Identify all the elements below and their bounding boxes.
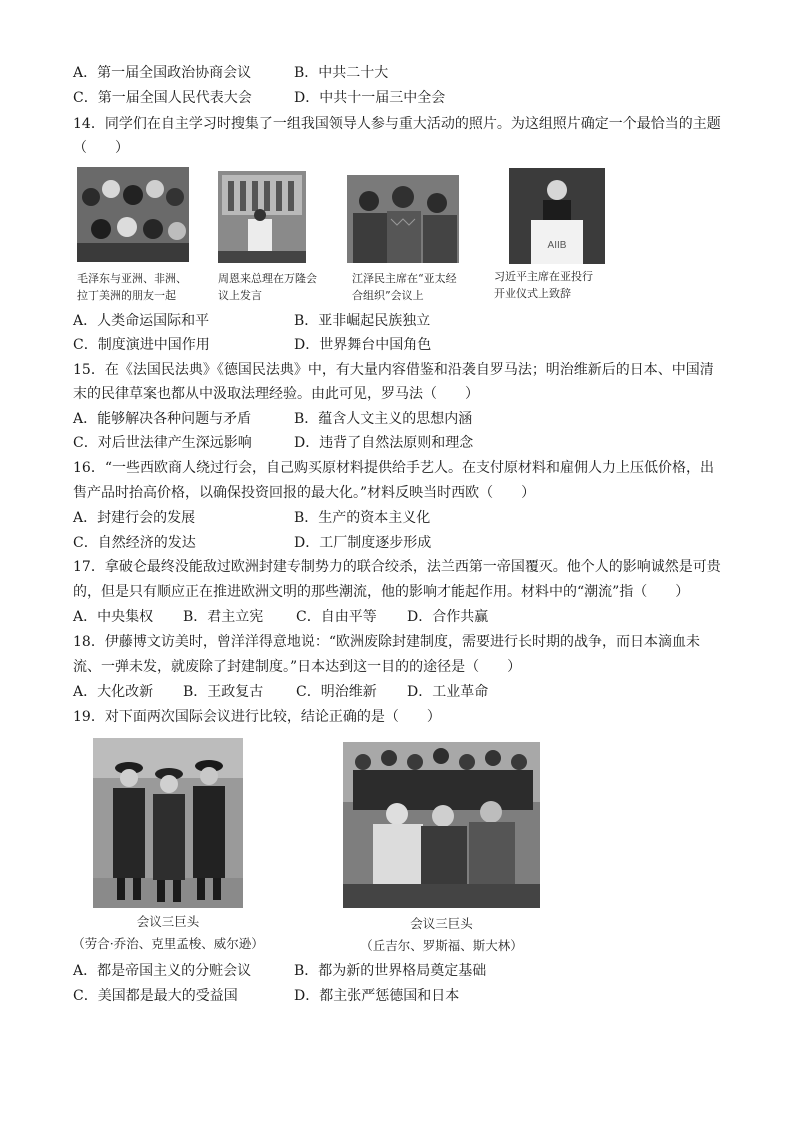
q17-stem-line1: 17．拿破仑最终没能敌过欧洲封建专制势力的联合绞杀，法兰西第一帝国覆灭。他个人的影响诚然是可贵 (73, 559, 721, 575)
q15-stem-line1: 15．在《法国民法典》《德国民法典》中，有大量内容借鉴和沿袭自罗马法；明治维新后的日本、中国清 (73, 362, 714, 378)
q14-photo-zhou (218, 171, 306, 263)
q15-stem-line2: 末的民律草案也都从中汲取法理经验。由此可见，罗马法（ ） (73, 386, 479, 402)
q13-option-b[interactable]: B．中共二十大 (294, 65, 389, 81)
q14-caption-1-line2: 拉丁美洲的朋友一起 (77, 289, 176, 302)
q18-option-c[interactable]: C．明治维新 (296, 684, 377, 700)
q14-option-c[interactable]: C．制度演进中国作用 (73, 337, 210, 353)
q14-option-a[interactable]: A．人类命运国际和平 (73, 313, 210, 329)
q16-option-d[interactable]: D．工厂制度逐步形成 (294, 535, 432, 551)
q13-option-a[interactable]: A．第一届全国政治协商会议 (73, 65, 252, 81)
q14-caption-2-line1: 周恩来总理在万隆会 (218, 272, 317, 285)
q14-stem-line2: （ ） (73, 140, 129, 156)
q18-stem-line1: 18．伊藤博文访美时，曾洋洋得意地说：“欧洲废除封建制度，需要进行长时期的战争，而日本滴血未 (73, 634, 700, 650)
q19-photo-paris-conference (93, 738, 243, 908)
q13-option-c[interactable]: C．第一届全国人民代表大会 (73, 90, 252, 106)
q13-option-d[interactable]: D．中共十一届三中全会 (294, 90, 446, 106)
q19-caption-2-line1: 会议三巨头 (410, 916, 473, 931)
q14-caption-3-line1: 江泽民主席在“亚太经 (352, 272, 457, 285)
q19-option-c[interactable]: C．美国都是最大的受益国 (73, 988, 238, 1004)
q17-option-d[interactable]: D．合作共赢 (407, 609, 489, 625)
q14-caption-2-line2: 议上发言 (218, 289, 262, 302)
q14-photo-xi (509, 168, 605, 264)
q15-option-a[interactable]: A．能够解决各种问题与矛盾 (73, 411, 252, 427)
q16-option-b[interactable]: B．生产的资本主义化 (294, 510, 431, 526)
q15-option-c[interactable]: C．对后世法律产生深远影响 (73, 435, 252, 451)
q15-option-d[interactable]: D．违背了自然法原则和理念 (294, 435, 474, 451)
q15-option-b[interactable]: B．蕴含人文主义的思想内涵 (294, 411, 473, 427)
aiib-podium-text: AIIB (547, 240, 567, 251)
q19-stem-line1: 19．对下面两次国际会议进行比较，结论正确的是（ ） (73, 709, 441, 725)
q17-option-b[interactable]: B．君主立宪 (183, 609, 264, 625)
q17-option-a[interactable]: A．中央集权 (73, 609, 154, 625)
q19-option-d[interactable]: D．都主张严惩德国和日本 (294, 988, 460, 1004)
q19-caption-1-line1: 会议三巨头 (136, 914, 200, 929)
q18-stem-line2: 流、一弹未发，就废除了封建制度。”日本达到这一目的的途径是（ ） (73, 659, 522, 675)
q19-option-b[interactable]: B．都为新的世界格局奠定基础 (294, 963, 487, 979)
q14-caption-3-line2: 合组织”会议上 (352, 289, 424, 302)
q16-stem-line1: 16．“一些西欧商人绕过行会，自己购买原材料提供给手艺人。在支付原材料和雇佣人力上压低价格，出 (73, 460, 714, 476)
q18-option-d[interactable]: D．工业革命 (407, 684, 489, 700)
q14-option-b[interactable]: B．亚非崛起民族独立 (294, 313, 431, 329)
q16-option-a[interactable]: A．封建行会的发展 (73, 510, 196, 526)
q17-stem-line2: 的，但是只有顺应正在推进欧洲文明的那些潮流，他的影响才能起作用。材料中的“潮流”指（ ） (73, 584, 690, 600)
q19-caption-1-line2: （劳合·乔治、克里孟梭、威尔逊） (72, 936, 264, 951)
q19-option-a[interactable]: A．都是帝国主义的分赃会议 (73, 963, 252, 979)
q18-option-a[interactable]: A．大化改新 (73, 684, 154, 700)
q18-option-b[interactable]: B．王政复古 (183, 684, 264, 700)
q14-caption-1-line1: 毛泽东与亚洲、非洲、 (77, 272, 187, 285)
q16-stem-line2: 售产品时抬高价格，以确保投资回报的最大化。”材料反映当时西欧（ ） (73, 485, 536, 501)
q14-option-d[interactable]: D．世界舞台中国角色 (294, 337, 432, 353)
q19-caption-2-line2: （丘吉尔、罗斯福、斯大林） (360, 938, 523, 953)
q17-option-c[interactable]: C．自由平等 (296, 609, 377, 625)
q19-photo-yalta-conference (343, 742, 540, 908)
q14-stem-line1: 14．同学们在自主学习时搜集了一组我国领导人参与重大活动的照片。为这组照片确定一个最恰当的主题 (73, 116, 721, 132)
q14-caption-4-line1: 习近平主席在亚投行 (494, 270, 593, 283)
q16-option-c[interactable]: C．自然经济的发达 (73, 535, 196, 551)
q14-photo-mao (77, 167, 189, 262)
q14-photo-jiang (347, 175, 459, 263)
q14-caption-4-line2: 开业仪式上致辞 (494, 287, 571, 300)
